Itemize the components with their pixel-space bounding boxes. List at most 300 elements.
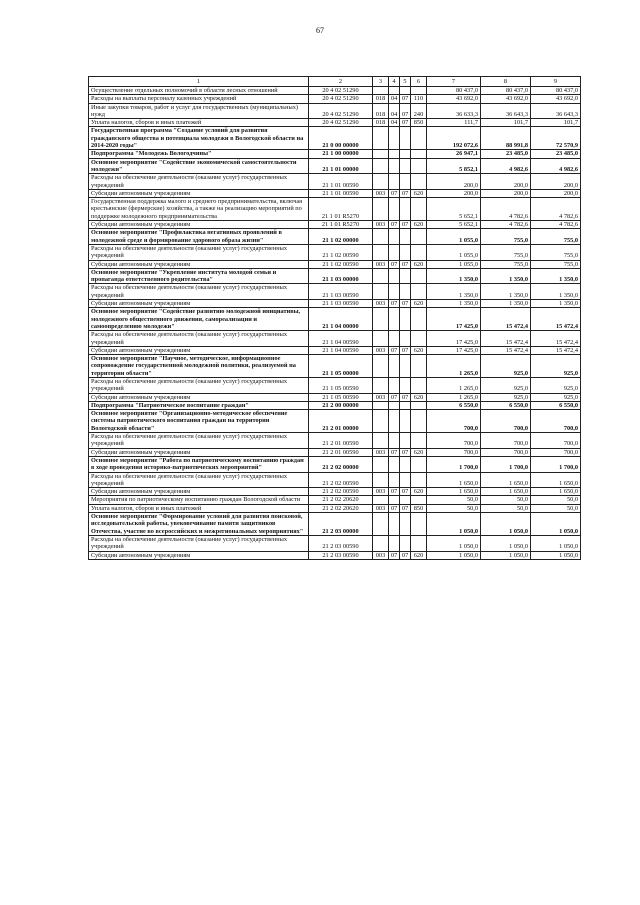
target-code: 20 4 02 51290: [309, 87, 373, 95]
target-code: 21 2 01 00000: [309, 410, 373, 433]
table-row: [89, 551, 581, 559]
table-row: [89, 95, 581, 103]
row-name: Субсидии автономным учреждениям: [89, 260, 309, 268]
table-row: [89, 377, 581, 393]
section-code: 04: [389, 103, 400, 119]
expense-type-code: 620: [411, 300, 427, 308]
amount-year-3: 925,0: [531, 355, 581, 378]
grbs-code: 003: [373, 300, 389, 308]
subsection-code: [400, 127, 411, 150]
subsection-code: [400, 244, 411, 260]
row-name: Расходы на обеспечение деятельности (оказание услуг) государственных учреждений: [89, 174, 309, 190]
subsection-code: 07: [400, 221, 411, 229]
section-code: [389, 472, 400, 488]
row-name: Расходы на обеспечение деятельности (оказание услуг) государственных учреждений: [89, 377, 309, 393]
expense-type-code: [411, 127, 427, 150]
amount-year-2: 925,0: [481, 377, 531, 393]
amount-year-1: 17 425,0: [427, 346, 481, 354]
subsection-code: 07: [400, 393, 411, 401]
grbs-code: [373, 150, 389, 158]
amount-year-1: 1 050,0: [427, 513, 481, 536]
amount-year-1: 1 265,0: [427, 377, 481, 393]
amount-year-1: 5 652,1: [427, 198, 481, 221]
section-code: [389, 433, 400, 449]
amount-year-2: 1 350,0: [481, 284, 531, 300]
amount-year-1: 36 633,3: [427, 103, 481, 119]
header-cell: 6: [411, 77, 427, 87]
amount-year-2: 88 991,8: [481, 127, 531, 150]
section-code: [389, 401, 400, 409]
expense-type-code: [411, 87, 427, 95]
grbs-code: [373, 535, 389, 551]
amount-year-2: 43 692,0: [481, 95, 531, 103]
subsection-code: [400, 496, 411, 504]
amount-year-1: 1 650,0: [427, 472, 481, 488]
expense-type-code: [411, 355, 427, 378]
row-name: Субсидии автономным учреждениям: [89, 346, 309, 354]
amount-year-1: 1 650,0: [427, 488, 481, 496]
amount-year-1: 1 055,0: [427, 244, 481, 260]
table-row: [89, 401, 581, 409]
amount-year-2: 1 050,0: [481, 513, 531, 536]
section-code: 07: [389, 551, 400, 559]
expense-type-code: [411, 158, 427, 174]
grbs-code: [373, 456, 389, 472]
header-cell: 3: [373, 77, 389, 87]
subsection-code: [400, 308, 411, 331]
target-code: 21 1 02 00590: [309, 260, 373, 268]
grbs-code: [373, 158, 389, 174]
amount-year-1: 1 700,0: [427, 456, 481, 472]
amount-year-3: 755,0: [531, 260, 581, 268]
grbs-code: 018: [373, 95, 389, 103]
amount-year-1: 5 852,1: [427, 158, 481, 174]
expense-type-code: [411, 401, 427, 409]
amount-year-2: 50,0: [481, 496, 531, 504]
expense-type-code: 850: [411, 504, 427, 512]
grbs-code: 003: [373, 260, 389, 268]
header-row: [89, 77, 581, 87]
amount-year-2: 700,0: [481, 410, 531, 433]
section-code: 07: [389, 448, 400, 456]
grbs-code: [373, 198, 389, 221]
amount-year-3: 755,0: [531, 229, 581, 245]
amount-year-3: 1 350,0: [531, 284, 581, 300]
amount-year-3: 72 570,9: [531, 127, 581, 150]
table-row: [89, 260, 581, 268]
row-name: Субсидии автономным учреждениям: [89, 448, 309, 456]
row-name: Основное мероприятие "Формирование условий для развития поисковой, исследовательской работы, увековечивание памяти защитников Отечества, участие во всероссийских и межрегиональных мероприятиях": [89, 513, 309, 536]
grbs-code: 018: [373, 119, 389, 127]
expense-type-code: [411, 513, 427, 536]
row-name: Основное мероприятие "Научное, методическое, информационное сопровождение государственной молодежной политики, реализуемой на территории области": [89, 355, 309, 378]
amount-year-2: 15 472,4: [481, 346, 531, 354]
amount-year-1: 6 550,0: [427, 401, 481, 409]
row-name: Уплата налогов, сборов и иных платежей: [89, 119, 309, 127]
expense-type-code: 620: [411, 448, 427, 456]
grbs-code: [373, 433, 389, 449]
grbs-code: 003: [373, 504, 389, 512]
row-name: Государственная поддержка малого и среднего предпринимательства, включая крестьянские (фермерские) хозяйства, а также на реализацию мероприятий по поддержке молодежного предпринимательства: [89, 198, 309, 221]
section-code: 07: [389, 221, 400, 229]
amount-year-2: 23 485,0: [481, 150, 531, 158]
subsection-code: [400, 284, 411, 300]
table-row: [89, 284, 581, 300]
expense-type-code: [411, 496, 427, 504]
amount-year-2: 4 782,6: [481, 221, 531, 229]
row-name: Расходы на обеспечение деятельности (оказание услуг) государственных учреждений: [89, 244, 309, 260]
target-code: 21 1 01 R5270: [309, 198, 373, 221]
target-code: 21 1 02 00000: [309, 229, 373, 245]
expense-type-code: 620: [411, 488, 427, 496]
table-row: [89, 496, 581, 504]
target-code: 21 2 01 00590: [309, 433, 373, 449]
expense-type-code: 110: [411, 95, 427, 103]
table-row: [89, 355, 581, 378]
section-code: 07: [389, 488, 400, 496]
grbs-code: 003: [373, 448, 389, 456]
expense-type-code: 620: [411, 551, 427, 559]
amount-year-3: 925,0: [531, 377, 581, 393]
amount-year-3: 1 050,0: [531, 513, 581, 536]
subsection-code: 07: [400, 448, 411, 456]
target-code: 21 1 04 00000: [309, 308, 373, 331]
row-name: Основное мероприятие "Укрепление института молодой семьи и пропаганда ответственного родительства": [89, 268, 309, 284]
section-code: [389, 158, 400, 174]
expense-type-code: [411, 472, 427, 488]
subsection-code: 07: [400, 300, 411, 308]
amount-year-1: 1 050,0: [427, 551, 481, 559]
row-name: Уплата налогов, сборов и иных платежей: [89, 504, 309, 512]
grbs-code: [373, 377, 389, 393]
table-row: [89, 229, 581, 245]
table-row: [89, 513, 581, 536]
amount-year-2: 1 700,0: [481, 456, 531, 472]
subsection-code: 07: [400, 103, 411, 119]
grbs-code: [373, 331, 389, 347]
row-name: Основное мероприятие "Работа по патриотическому воспитанию граждан в ходе проведения историко-патриотических мероприятий": [89, 456, 309, 472]
target-code: 21 1 03 00000: [309, 268, 373, 284]
expense-type-code: 620: [411, 393, 427, 401]
grbs-code: [373, 244, 389, 260]
target-code: 21 1 01 R5270: [309, 221, 373, 229]
expense-type-code: [411, 244, 427, 260]
amount-year-2: 700,0: [481, 433, 531, 449]
amount-year-3: 1 050,0: [531, 535, 581, 551]
expense-type-code: [411, 284, 427, 300]
section-code: [389, 244, 400, 260]
amount-year-3: 1 650,0: [531, 488, 581, 496]
section-code: [389, 284, 400, 300]
amount-year-3: 43 692,0: [531, 95, 581, 103]
grbs-code: [373, 284, 389, 300]
grbs-code: 003: [373, 551, 389, 559]
amount-year-1: 700,0: [427, 410, 481, 433]
grbs-code: 003: [373, 221, 389, 229]
section-code: [389, 513, 400, 536]
grbs-code: [373, 513, 389, 536]
section-code: 07: [389, 346, 400, 354]
subsection-code: 07: [400, 260, 411, 268]
amount-year-3: 50,0: [531, 496, 581, 504]
amount-year-2: 925,0: [481, 355, 531, 378]
table-row: [89, 127, 581, 150]
amount-year-2: 1 650,0: [481, 488, 531, 496]
subsection-code: [400, 229, 411, 245]
amount-year-2: 1 050,0: [481, 535, 531, 551]
target-code: 21 1 01 00590: [309, 174, 373, 190]
amount-year-1: 200,0: [427, 174, 481, 190]
amount-year-1: 200,0: [427, 189, 481, 197]
section-code: [389, 127, 400, 150]
subsection-code: [400, 535, 411, 551]
amount-year-3: 23 485,0: [531, 150, 581, 158]
row-name: Субсидии автономным учреждениям: [89, 393, 309, 401]
amount-year-1: 700,0: [427, 448, 481, 456]
grbs-code: [373, 174, 389, 190]
amount-year-1: 1 055,0: [427, 260, 481, 268]
target-code: 21 1 01 00590: [309, 189, 373, 197]
subsection-code: 07: [400, 95, 411, 103]
amount-year-3: 700,0: [531, 433, 581, 449]
section-code: [389, 87, 400, 95]
grbs-code: [373, 308, 389, 331]
amount-year-2: 200,0: [481, 189, 531, 197]
target-code: 21 1 01 00000: [309, 158, 373, 174]
target-code: 21 2 03 00590: [309, 535, 373, 551]
section-code: 07: [389, 260, 400, 268]
table-row: [89, 535, 581, 551]
amount-year-3: 925,0: [531, 393, 581, 401]
amount-year-1: 1 055,0: [427, 229, 481, 245]
expense-type-code: [411, 433, 427, 449]
amount-year-3: 700,0: [531, 448, 581, 456]
table-row: [89, 300, 581, 308]
target-code: 21 2 02 00590: [309, 488, 373, 496]
subsection-code: [400, 198, 411, 221]
amount-year-2: 755,0: [481, 244, 531, 260]
amount-year-3: 1 650,0: [531, 472, 581, 488]
amount-year-3: 4 782,6: [531, 198, 581, 221]
target-code: 21 2 00 00000: [309, 401, 373, 409]
header-cell: 8: [481, 77, 531, 87]
amount-year-3: 4 782,6: [531, 221, 581, 229]
grbs-code: [373, 229, 389, 245]
amount-year-3: 1 350,0: [531, 300, 581, 308]
amount-year-1: 1 265,0: [427, 355, 481, 378]
amount-year-3: 700,0: [531, 410, 581, 433]
grbs-code: [373, 355, 389, 378]
grbs-code: [373, 496, 389, 504]
section-code: 07: [389, 393, 400, 401]
section-code: [389, 355, 400, 378]
expense-type-code: [411, 535, 427, 551]
table-row: [89, 448, 581, 456]
target-code: 21 1 03 00590: [309, 300, 373, 308]
amount-year-1: 1 350,0: [427, 300, 481, 308]
target-code: 21 2 02 00000: [309, 456, 373, 472]
row-name: Расходы на обеспечение деятельности (оказание услуг) государственных учреждений: [89, 472, 309, 488]
subsection-code: [400, 268, 411, 284]
table-row: [89, 150, 581, 158]
amount-year-2: 1 050,0: [481, 551, 531, 559]
target-code: 20 4 02 51290: [309, 119, 373, 127]
expense-type-code: [411, 456, 427, 472]
row-name: Расходы на обеспечение деятельности (оказание услуг) государственных учреждений: [89, 284, 309, 300]
amount-year-3: 80 437,0: [531, 87, 581, 95]
section-code: [389, 535, 400, 551]
amount-year-3: 15 472,4: [531, 346, 581, 354]
expense-type-code: [411, 174, 427, 190]
target-code: 21 1 05 00000: [309, 355, 373, 378]
table-row: [89, 268, 581, 284]
row-name: Расходы на обеспечение деятельности (оказание услуг) государственных учреждений: [89, 433, 309, 449]
section-code: 07: [389, 189, 400, 197]
grbs-code: [373, 127, 389, 150]
section-code: [389, 268, 400, 284]
amount-year-2: 755,0: [481, 260, 531, 268]
subsection-code: [400, 401, 411, 409]
amount-year-3: 200,0: [531, 174, 581, 190]
target-code: 21 2 03 00590: [309, 551, 373, 559]
section-code: [389, 377, 400, 393]
amount-year-2: 1 650,0: [481, 472, 531, 488]
subsection-code: [400, 150, 411, 158]
table-row: [89, 87, 581, 95]
row-name: Основное мероприятие "Профилактика негативных проявлений в молодежной среде и формирование здорового образа жизни": [89, 229, 309, 245]
expense-type-code: [411, 150, 427, 158]
target-code: 21 1 04 00590: [309, 346, 373, 354]
table-row: [89, 488, 581, 496]
amount-year-1: 1 265,0: [427, 393, 481, 401]
expense-type-code: 620: [411, 189, 427, 197]
subsection-code: [400, 174, 411, 190]
header-cell: 2: [309, 77, 373, 87]
subsection-code: 07: [400, 189, 411, 197]
amount-year-2: 925,0: [481, 393, 531, 401]
row-name: Мероприятия по патриотическому воспитанию граждан Вологодской области: [89, 496, 309, 504]
target-code: 21 0 00 00000: [309, 127, 373, 150]
expense-type-code: [411, 198, 427, 221]
table-row: [89, 119, 581, 127]
subsection-code: 07: [400, 119, 411, 127]
amount-year-3: 50,0: [531, 504, 581, 512]
amount-year-2: 15 472,4: [481, 331, 531, 347]
row-name: Подпрограмма "Молодежь Вологодчины": [89, 150, 309, 158]
amount-year-3: 101,7: [531, 119, 581, 127]
table-row: [89, 346, 581, 354]
table-row: [89, 472, 581, 488]
subsection-code: [400, 410, 411, 433]
amount-year-2: 1 350,0: [481, 268, 531, 284]
amount-year-3: 200,0: [531, 189, 581, 197]
row-name: Основное мероприятие "Содействие экономической самостоятельности молодежи": [89, 158, 309, 174]
row-name: Подпрограмма "Патриотическое воспитание граждан": [89, 401, 309, 409]
amount-year-1: 1 350,0: [427, 268, 481, 284]
expense-type-code: [411, 377, 427, 393]
target-code: 21 2 02 00590: [309, 472, 373, 488]
target-code: 21 2 01 00590: [309, 448, 373, 456]
subsection-code: [400, 433, 411, 449]
table-row: [89, 198, 581, 221]
expense-type-code: [411, 410, 427, 433]
amount-year-2: 15 472,4: [481, 308, 531, 331]
target-code: 21 1 04 00590: [309, 331, 373, 347]
amount-year-3: 755,0: [531, 244, 581, 260]
header-cell: 5: [400, 77, 411, 87]
grbs-code: 003: [373, 189, 389, 197]
section-code: [389, 496, 400, 504]
amount-year-2: 80 437,0: [481, 87, 531, 95]
grbs-code: 018: [373, 103, 389, 119]
amount-year-1: 1 050,0: [427, 535, 481, 551]
table-row: [89, 393, 581, 401]
target-code: 20 4 02 51290: [309, 95, 373, 103]
amount-year-2: 1 350,0: [481, 300, 531, 308]
subsection-code: [400, 331, 411, 347]
subsection-code: [400, 87, 411, 95]
row-name: Субсидии автономным учреждениям: [89, 189, 309, 197]
table-row: [89, 158, 581, 174]
section-code: [389, 456, 400, 472]
amount-year-1: 5 652,1: [427, 221, 481, 229]
target-code: 21 1 05 00590: [309, 393, 373, 401]
amount-year-1: 26 947,1: [427, 150, 481, 158]
amount-year-1: 50,0: [427, 496, 481, 504]
amount-year-3: 36 643,3: [531, 103, 581, 119]
subsection-code: [400, 377, 411, 393]
row-name: Иные закупки товаров, работ и услуг для государственных (муниципальных) нужд: [89, 103, 309, 119]
row-name: Субсидии автономным учреждениям: [89, 221, 309, 229]
row-name: Осуществление отдельных полномочий в области лесных отношений: [89, 87, 309, 95]
amount-year-3: 6 550,0: [531, 401, 581, 409]
expense-type-code: 620: [411, 260, 427, 268]
section-code: 04: [389, 119, 400, 127]
expense-type-code: 240: [411, 103, 427, 119]
subsection-code: [400, 472, 411, 488]
section-code: 07: [389, 504, 400, 512]
row-name: Субсидии автономным учреждениям: [89, 488, 309, 496]
row-name: Расходы на обеспечение деятельности (оказание услуг) государственных учреждений: [89, 535, 309, 551]
amount-year-2: 755,0: [481, 229, 531, 245]
grbs-code: [373, 472, 389, 488]
section-code: [389, 198, 400, 221]
table-body: [89, 87, 581, 560]
grbs-code: 003: [373, 488, 389, 496]
header-cell: 9: [531, 77, 581, 87]
amount-year-2: 6 550,0: [481, 401, 531, 409]
expense-type-code: [411, 229, 427, 245]
page-number: 67: [316, 26, 324, 35]
subsection-code: 07: [400, 551, 411, 559]
table-row: [89, 221, 581, 229]
expense-type-code: [411, 308, 427, 331]
header-cell: 7: [427, 77, 481, 87]
table-row: [89, 103, 581, 119]
table-row: [89, 244, 581, 260]
section-code: [389, 229, 400, 245]
table-row: [89, 331, 581, 347]
grbs-code: 003: [373, 393, 389, 401]
table-row: [89, 504, 581, 512]
amount-year-1: 111,7: [427, 119, 481, 127]
target-code: 21 1 03 00590: [309, 284, 373, 300]
amount-year-1: 17 425,0: [427, 331, 481, 347]
expense-type-code: [411, 331, 427, 347]
amount-year-3: 15 472,4: [531, 308, 581, 331]
budget-table: [88, 76, 581, 560]
target-code: 21 1 05 00590: [309, 377, 373, 393]
